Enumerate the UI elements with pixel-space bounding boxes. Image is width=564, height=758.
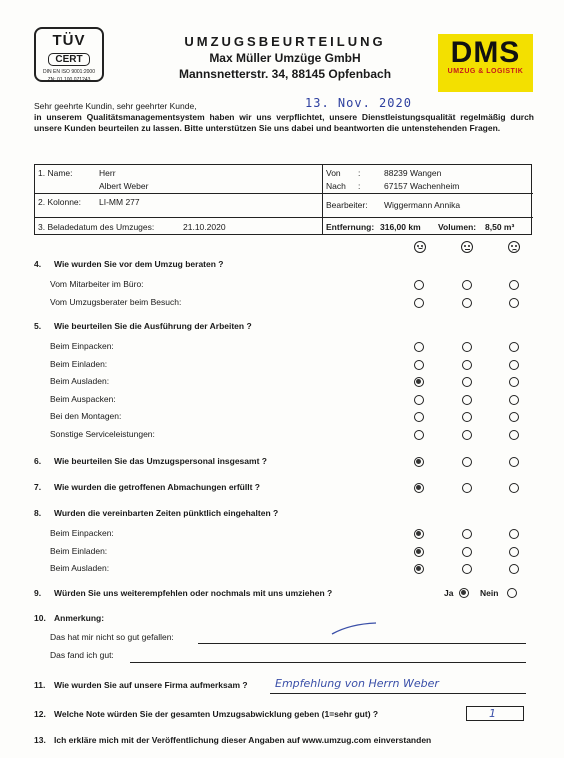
rating-item-option-2[interactable] <box>462 547 472 557</box>
rating-item-option-1[interactable] <box>414 430 424 440</box>
question-7-option-3[interactable] <box>509 483 519 493</box>
rating-item-option-2[interactable] <box>462 564 472 574</box>
rating-item-label: Beim Einpacken: <box>50 528 114 538</box>
handwritten-dash <box>330 620 380 638</box>
kolonne-value: LI-MM 277 <box>99 197 140 207</box>
remark-negative-label: Das hat mir nicht so gut gefallen: <box>50 632 174 642</box>
nach-label: Nach <box>326 181 346 191</box>
bearbeiter-label: Bearbeiter: <box>326 200 368 210</box>
salutation: Sehr geehrte Kundin, sehr geehrter Kunde, <box>34 101 197 111</box>
sad-face-icon <box>508 241 520 253</box>
rating-item-option-3[interactable] <box>509 564 519 574</box>
rating-item-label: Bei den Montagen: <box>50 411 122 421</box>
name-title: Herr <box>99 168 116 178</box>
question-number: 8. <box>34 508 42 518</box>
name-value: Albert Weber <box>99 181 149 191</box>
question-number: 6. <box>34 456 42 466</box>
rating-item-label: Beim Ausladen: <box>50 563 110 573</box>
rating-item-option-2[interactable] <box>462 529 472 539</box>
rating-item-option-2[interactable] <box>462 430 472 440</box>
von-value: 88239 Wangen <box>384 168 442 178</box>
nein-option[interactable] <box>507 588 517 598</box>
rating-item-option-3[interactable] <box>509 280 519 290</box>
remark-positive-label: Das fand ich gut: <box>50 650 114 660</box>
rating-item-option-3[interactable] <box>509 377 519 387</box>
document-title: UMZUGSBEURTEILUNG <box>184 34 386 49</box>
referral-line <box>270 693 526 694</box>
question-text: Wie wurden Sie vor dem Umzug beraten ? <box>54 259 224 269</box>
question-text: Wie wurden Sie auf unsere Firma aufmerksam ? <box>54 680 248 690</box>
rating-item-option-1[interactable] <box>414 360 424 370</box>
ja-option[interactable] <box>459 588 469 598</box>
question-text: Wie beurteilen Sie die Ausführung der Arbeiten ? <box>54 321 252 331</box>
remark-positive-field[interactable] <box>130 662 526 663</box>
ja-label: Ja <box>444 588 454 598</box>
company-address: Mannsnetterstr. 34, 88145 Opfenbach <box>178 67 392 81</box>
document-header <box>140 34 430 81</box>
rating-item-option-1[interactable] <box>414 547 424 557</box>
rating-item-option-2[interactable] <box>462 280 472 290</box>
beladedatum-value: 21.10.2020 <box>183 222 226 232</box>
happy-face-icon <box>414 241 426 253</box>
tuv-iso-text: DIN EN ISO 9001:2000 <box>43 69 95 75</box>
dms-logo-sub: UMZUG & LOGISTIK <box>447 68 524 75</box>
dms-logo <box>438 34 533 92</box>
question-text: Ich erkläre mich mit der Veröffentlichung dieser Angaben auf www.umzug.com einverstanden <box>54 735 432 745</box>
rating-item-option-1[interactable] <box>414 280 424 290</box>
neutral-face-icon <box>461 241 473 253</box>
rating-item-option-2[interactable] <box>462 360 472 370</box>
volumen-value: 8,50 m³ <box>485 222 515 232</box>
tuv-cert-text: CERT <box>48 53 89 66</box>
tuv-cert-logo <box>34 27 104 82</box>
referral-answer[interactable]: Empfehlung von Herrn Weber <box>275 677 439 690</box>
rating-item-option-1[interactable] <box>414 342 424 352</box>
rating-item-option-3[interactable] <box>509 360 519 370</box>
rating-item-label: Vom Mitarbeiter im Büro: <box>50 279 144 289</box>
received-date-stamp: 13. Nov. 2020 <box>305 96 412 110</box>
question-number: 7. <box>34 482 42 492</box>
rating-item-option-1[interactable] <box>414 529 424 539</box>
rating-item-option-3[interactable] <box>509 412 519 422</box>
question-text: Wie wurden die getroffenen Abmachungen erfüllt ? <box>54 482 260 492</box>
volumen-label: Volumen: <box>438 222 477 232</box>
rating-item-option-2[interactable] <box>462 412 472 422</box>
question-6-option-1[interactable] <box>414 457 424 467</box>
von-label: Von <box>326 168 341 178</box>
rating-item-option-1[interactable] <box>414 564 424 574</box>
grade-box[interactable] <box>466 706 524 721</box>
entfernung-value: 316,00 km <box>380 222 421 232</box>
rating-item-option-2[interactable] <box>462 298 472 308</box>
remark-negative-field[interactable] <box>198 643 526 644</box>
question-text: Anmerkung: <box>54 613 105 623</box>
question-number: 5. <box>34 321 42 331</box>
company-name: Max Müller Umzüge GmbH <box>209 51 361 65</box>
rating-item-option-1[interactable] <box>414 412 424 422</box>
dms-logo-text: DMS <box>450 36 521 69</box>
entfernung-label: Entfernung: <box>326 222 375 232</box>
rating-item-label: Sonstige Serviceleistungen: <box>50 428 155 439</box>
question-number: 9. <box>34 588 42 598</box>
tuv-zn-text: ZN: 01 100 071243 <box>47 77 91 83</box>
question-number: 12. <box>34 709 46 719</box>
rating-item-option-3[interactable] <box>509 547 519 557</box>
question-7-option-1[interactable] <box>414 483 424 493</box>
rating-item-label: Beim Einladen: <box>50 545 108 556</box>
nein-label: Nein <box>480 588 499 598</box>
rating-item-label: Beim Ausladen: <box>50 376 110 386</box>
question-text: Wurden die vereinbarten Zeiten pünktlich eingehalten ? <box>54 508 279 518</box>
customer-info-box: 1. Name: Herr Albert Weber 2. Kolonne: LI-MM 277 3. Beladedatum des Umzuges: 21.10.2020 Von : 88239 Wangen Nach : 67157 Wachenheim Bearbeiter: Wiggermann Annika Entfernung: 316,00 km Volumen: 8,50 m³ <box>34 164 532 235</box>
nach-value: 67157 Wachenheim <box>384 181 460 191</box>
rating-item-option-3[interactable] <box>509 529 519 539</box>
rating-item-label: Vom Umzugsberater beim Besuch: <box>50 296 182 307</box>
bearbeiter-value: Wiggermann Annika <box>384 200 461 210</box>
rating-item-option-2[interactable] <box>462 395 472 405</box>
tuv-logo-text: TÜV <box>52 32 86 49</box>
rating-item-option-1[interactable] <box>414 395 424 405</box>
name-label: 1. Name: <box>38 168 73 178</box>
rating-item-option-2[interactable] <box>462 377 472 387</box>
question-6-option-2[interactable] <box>462 457 472 467</box>
question-text: Welche Note würden Sie der gesamten Umzugsabwicklung geben (1=sehr gut) ? <box>54 709 379 719</box>
question-text: Wie beurteilen Sie das Umzugspersonal insgesamt ? <box>54 456 267 466</box>
question-text: Würden Sie uns weiterempfehlen oder nochmals mit uns umziehen ? <box>54 588 333 598</box>
rating-item-option-3[interactable] <box>509 430 519 440</box>
rating-item-option-2[interactable] <box>462 342 472 352</box>
grade-answer: 1 <box>489 707 496 720</box>
question-number: 4. <box>34 259 42 269</box>
rating-item-option-3[interactable] <box>509 395 519 405</box>
kolonne-label: 2. Kolonne: <box>38 197 82 207</box>
rating-item-option-1[interactable] <box>414 298 424 308</box>
question-number: 10. <box>34 613 46 623</box>
rating-item-label: Beim Einpacken: <box>50 341 114 351</box>
rating-item-label: Beim Auspacken: <box>50 393 116 404</box>
question-number: 11. <box>34 680 46 690</box>
question-number: 13. <box>34 735 46 745</box>
beladedatum-label: 3. Beladedatum des Umzuges: <box>38 222 155 232</box>
question-7-option-2[interactable] <box>462 483 472 493</box>
rating-item-label: Beim Einladen: <box>50 358 108 369</box>
rating-item-option-3[interactable] <box>509 342 519 352</box>
intro-text: in unserem Qualitätsmanagementsystem haben wir uns verpflichtet, unsere Dienstleistungsqualität regelmäßig durch unsere Kunden beurteilen zu lassen. Bitte unterstützen Sie uns dabei und beantworten die untenstehenden Fragen. <box>34 112 534 133</box>
rating-item-option-3[interactable] <box>509 298 519 308</box>
rating-item-option-1[interactable] <box>414 377 424 387</box>
question-6-option-3[interactable] <box>509 457 519 467</box>
